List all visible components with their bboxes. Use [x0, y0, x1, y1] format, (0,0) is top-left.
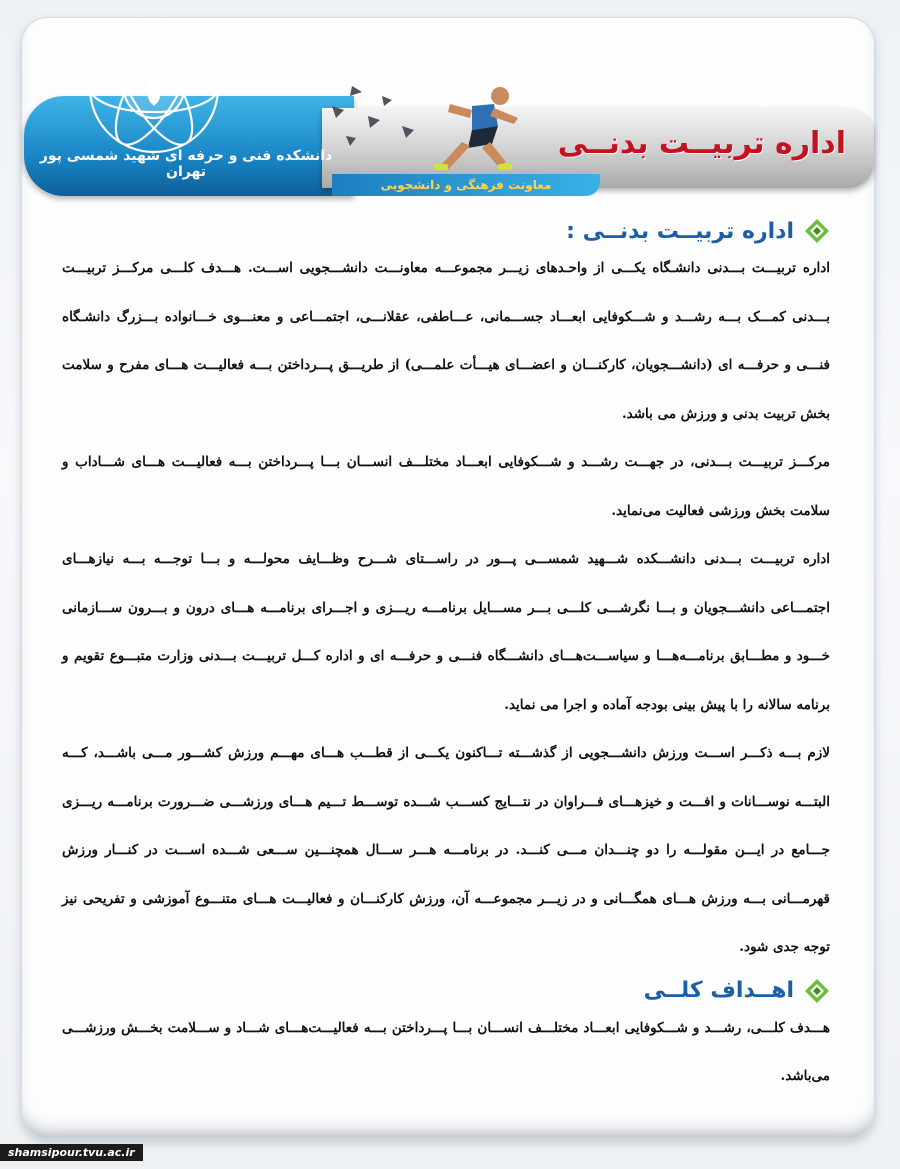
- paragraph: اداره تربیـــت بـــدنی دانشـــکده شـــهید شمســـی پـــور در راســـتای شـــرح وظـــایف محولـــه و بـــا توجـــه بـــه نیازهـــای اجتمـــاعی دانشـــجویان و بـــا نگرشـــی کلـــی بـــر مســـایل برنامـــه ریـــزی و اجـــرای برنامـــه هـــای درون و بـــرون ســـازمانی خـــود و مطـــابق برنامـــه‌هـــا و سیاســـت‌هـــای دانشـــگاه فنـــی و حرفـــه ای و اداره کـــل تربیـــت بـــدنی وزارت متبـــوع تقویم و برنامه سالانه را با پیش بینی بودجه آماده و اجرا می نماید.: [62, 551, 830, 713]
- paragraph: لازم بـــه ذکـــر اســـت ورزش دانشـــجویی از گذشـــته تـــاکنون یکـــی از قطـــب هـــای مهـــم ورزش کشـــور مـــی باشـــد، کـــه البتـــه نوســـانات و افـــت و خیزهـــای فـــراوان در نتـــایج کســـب شـــده توســـط تـــیم هـــای ورزشـــی ضـــرورت برنامـــه ریـــزی جـــامع در ایـــن مقولـــه را دو چنـــدان مـــی کنـــد. در برنامـــه هـــر ســـال همچنـــین ســـعی شـــده اســـت در کنـــار ورزش قهرمـــانی بـــه ورزش هـــای همگـــانی و در زیـــر مجموعـــه آن، ورزش کارکنـــان و فعالیـــت هـــای متنـــوع آموزشی و تفریحی نیز توجه جدی شود.: [62, 745, 830, 955]
- green-diamond-icon: [804, 218, 830, 244]
- page-title: اداره تربیــت بدنــی: [557, 126, 846, 161]
- university-emblem-icon: [84, 18, 224, 158]
- college-name: دانشکده فنی و حرفه ای شهید شمسی پور تهران: [39, 148, 333, 180]
- footer-url-link[interactable]: shamsipour.tvu.ac.ir: [0, 1144, 143, 1161]
- paragraph: اداره تربیـــت بـــدنی دانشـگاه یکـــی از واحـدهای زیـــر مجموعـــه معاونـــت دانشـــجویی اســـت. هـــدف کلـــی مرکـــز تربیـــت بـــدنی کمـــک بـــه رشـــد و شـــکوفایی ابعـــاد جســـمانی، عـــاطفی، عقلانـــی، اجتمـــاعی و معنـــوی خـــانواده بـــزرگ دانشـگاه فنـــی و حرفـــه ای (دانشـــجویان، کارکنـــان و اعضـــای هیـــأت علمـــی) از طریـــق پـــرداختن بـــه فعالیـــت هـــای مفرح و سلامت بخش تربیت بدنی و ورزش می باشد.: [62, 260, 830, 422]
- green-diamond-icon: [804, 978, 830, 1004]
- header-banner: [22, 18, 874, 208]
- section-heading-general-goals: [62, 978, 830, 1004]
- paragraph: هـــدف کلـــی، رشـــد و شـــکوفایی ابعـــاد مختلـــف انســـان بـــا پـــرداختن بـــه فعالیـــت‌هـــای شـــاد و ســـلامت بخـــش ورزشـــی می‌باشد.: [62, 1019, 830, 1084]
- department-subtitle: معاونت فرهنگی و دانشجویی: [332, 174, 600, 196]
- section-title: اهــداف کلــی: [643, 978, 794, 1003]
- section-title: اداره تربیــت بدنــی :: [566, 218, 794, 244]
- main-content: [62, 218, 830, 1101]
- section-heading-physical-education: [62, 218, 830, 244]
- paragraph: مرکـــز تربیـــت بـــدنی، در جهـــت رشـــد و شـــکوفایی ابعـــاد مختلـــف انســـان بـــا پـــرداختن بـــه فعالیـــت هـــای شـــاداب و سلامت بخش ورزشی فعالیت می‌نماید.: [62, 454, 830, 519]
